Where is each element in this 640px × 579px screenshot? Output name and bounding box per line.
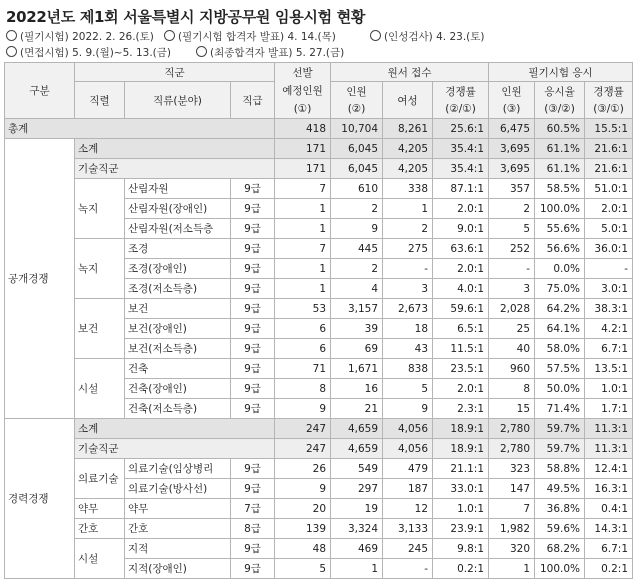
circle-bullet-icon — [196, 46, 207, 57]
total-label: 총계 — [5, 119, 275, 139]
cell-takers: 2,780 — [489, 419, 535, 439]
schedule-interview: (면접시험) 5. 9.(월)~5. 13.(금) — [6, 45, 171, 60]
cell-field: 의료기술(임상병리 — [125, 459, 231, 479]
cell-grade: 9급 — [231, 219, 275, 239]
cell-tcomp: 16.3:1 — [585, 479, 633, 499]
schedule-final-results: (최종합격자 발표) 5. 27.(금) — [196, 45, 344, 60]
cell-comp: 2.0:1 — [433, 199, 489, 219]
cell-tcomp: 21.6:1 — [585, 139, 633, 159]
cell-comp: 9.8:1 — [433, 539, 489, 559]
cell-grade: 9급 — [231, 299, 275, 319]
cell-applicants: 69 — [331, 339, 383, 359]
cell-women: 8,261 — [383, 119, 433, 139]
cell-tcomp: 13.5:1 — [585, 359, 633, 379]
cell-applicants: 16 — [331, 379, 383, 399]
cell-comp: 18.9:1 — [433, 419, 489, 439]
cell-quota: 6 — [275, 319, 331, 339]
header-w-comp-sub: (③/①) — [585, 100, 633, 119]
cell-women: 838 — [383, 359, 433, 379]
cell-women: 5 — [383, 379, 433, 399]
cell-series: 약무 — [75, 499, 125, 519]
header-jikgeup: 직급 — [231, 82, 275, 119]
cell-takers: 15 — [489, 399, 535, 419]
cell-women: 2,673 — [383, 299, 433, 319]
cell-applicants: 19 — [331, 499, 383, 519]
cell-grade: 7급 — [231, 499, 275, 519]
cell-takers: 960 — [489, 359, 535, 379]
cell-field: 건축(장애인) — [125, 379, 231, 399]
cell-grade: 9급 — [231, 359, 275, 379]
cell-comp: 18.9:1 — [433, 439, 489, 459]
cell-comp: 4.0:1 — [433, 279, 489, 299]
cell-rate: 64.1% — [535, 319, 585, 339]
cell-tcomp: 6.7:1 — [585, 339, 633, 359]
schedule-written-exam: (필기시험) 2022. 2. 26.(토) — [6, 29, 154, 44]
cell-tcomp: - — [585, 259, 633, 279]
cell-takers: 1 — [489, 559, 535, 579]
cell-quota: 1 — [275, 279, 331, 299]
cell-quota: 1 — [275, 259, 331, 279]
cell-comp: 35.4:1 — [433, 159, 489, 179]
cell-quota: 7 — [275, 239, 331, 259]
cell-applicants: 6,045 — [331, 139, 383, 159]
header-women: 여성 — [383, 82, 433, 119]
circle-bullet-icon — [370, 30, 381, 41]
cell-series: 녹지 — [75, 179, 125, 239]
cell-field: 의료기술(방사선) — [125, 479, 231, 499]
cell-grade: 9급 — [231, 199, 275, 219]
cell-tcomp: 11.3:1 — [585, 419, 633, 439]
cell-women: - — [383, 259, 433, 279]
cell-field: 조경(저소득층) — [125, 279, 231, 299]
cell-rate: 59.6% — [535, 519, 585, 539]
table-row — [5, 239, 633, 259]
header-quota-line1: 선발 — [275, 63, 331, 82]
cell-rate: 61.1% — [535, 139, 585, 159]
cell-quota: 8 — [275, 379, 331, 399]
cell-quota: 71 — [275, 359, 331, 379]
cell-grade: 9급 — [231, 319, 275, 339]
cell-quota: 48 — [275, 539, 331, 559]
cell-comp: 59.6:1 — [433, 299, 489, 319]
cell-quota: 1 — [275, 219, 331, 239]
cell-quota: 247 — [275, 419, 331, 439]
cell-applicants: 445 — [331, 239, 383, 259]
cell-rate: 60.5% — [535, 119, 585, 139]
circle-bullet-icon — [6, 30, 17, 41]
career-subtotal-label: 소계 — [75, 419, 275, 439]
cell-grade: 9급 — [231, 399, 275, 419]
header-quota-line2: 예정인원 — [275, 82, 331, 101]
cell-comp: 35.4:1 — [433, 139, 489, 159]
cell-quota: 26 — [275, 459, 331, 479]
cell-tcomp: 3.0:1 — [585, 279, 633, 299]
cell-takers: - — [489, 259, 535, 279]
cell-comp: 33.0:1 — [433, 479, 489, 499]
header-jikryeol: 직렬 — [75, 82, 125, 119]
open-group-row — [5, 159, 633, 179]
header-comp: 경쟁률 — [433, 82, 489, 101]
cell-field: 보건 — [125, 299, 231, 319]
cell-quota: 5 — [275, 559, 331, 579]
cell-comp: 11.5:1 — [433, 339, 489, 359]
cell-tcomp: 51.0:1 — [585, 179, 633, 199]
cell-takers: 1,982 — [489, 519, 535, 539]
cell-grade: 9급 — [231, 239, 275, 259]
cell-women: 2 — [383, 219, 433, 239]
cell-series: 간호 — [75, 519, 125, 539]
table-row — [5, 359, 633, 379]
table-row — [5, 519, 633, 539]
cell-tcomp: 4.2:1 — [585, 319, 633, 339]
cell-takers: 2,028 — [489, 299, 535, 319]
career-group-label: 기술직군 — [75, 439, 275, 459]
cell-women: 4,056 — [383, 419, 433, 439]
cell-quota: 7 — [275, 179, 331, 199]
cell-takers: 357 — [489, 179, 535, 199]
cell-takers: 320 — [489, 539, 535, 559]
cell-field: 산림자원(저소득층 — [125, 219, 231, 239]
cell-rate: 75.0% — [535, 279, 585, 299]
cell-comp: 25.6:1 — [433, 119, 489, 139]
cell-applicants: 469 — [331, 539, 383, 559]
cell-series: 의료기술 — [75, 459, 125, 499]
cell-rate: 50.0% — [535, 379, 585, 399]
cell-applicants: 10,704 — [331, 119, 383, 139]
career-group-row — [5, 439, 633, 459]
cell-takers: 3 — [489, 279, 535, 299]
cell-rate: 58.0% — [535, 339, 585, 359]
cell-tcomp: 2.0:1 — [585, 199, 633, 219]
table-row — [5, 539, 633, 559]
header-apply: 원서 접수 — [331, 63, 489, 82]
career-label: 경력경쟁 — [5, 419, 75, 579]
cell-women: 338 — [383, 179, 433, 199]
open-subtotal-row — [5, 139, 633, 159]
cell-comp: 2.0:1 — [433, 259, 489, 279]
cell-field: 지적(장애인) — [125, 559, 231, 579]
cell-women: 43 — [383, 339, 433, 359]
cell-applicants: 2 — [331, 259, 383, 279]
cell-rate: 57.5% — [535, 359, 585, 379]
cell-grade: 9급 — [231, 279, 275, 299]
table-row — [5, 499, 633, 519]
total-row — [5, 119, 633, 139]
cell-rate: 55.6% — [535, 219, 585, 239]
open-label: 공개경쟁 — [5, 139, 75, 419]
cell-field: 산림자원 — [125, 179, 231, 199]
cell-tcomp: 1.0:1 — [585, 379, 633, 399]
cell-rate: 56.6% — [535, 239, 585, 259]
cell-applicants: 549 — [331, 459, 383, 479]
table-body — [5, 119, 633, 579]
header-gubun: 구분 — [5, 63, 75, 119]
cell-tcomp: 15.5:1 — [585, 119, 633, 139]
cell-takers: 3,695 — [489, 139, 535, 159]
cell-takers: 147 — [489, 479, 535, 499]
cell-applicants: 6,045 — [331, 159, 383, 179]
cell-takers: 323 — [489, 459, 535, 479]
header-quota-line3: (①) — [275, 100, 331, 119]
cell-takers: 252 — [489, 239, 535, 259]
cell-quota: 171 — [275, 159, 331, 179]
cell-quota: 139 — [275, 519, 331, 539]
cell-women: 18 — [383, 319, 433, 339]
cell-series: 녹지 — [75, 239, 125, 299]
cell-rate: 68.2% — [535, 539, 585, 559]
cell-quota: 171 — [275, 139, 331, 159]
cell-comp: 87.1:1 — [433, 179, 489, 199]
open-subtotal-label: 소계 — [75, 139, 275, 159]
cell-applicants: 4,659 — [331, 439, 383, 459]
cell-applicants: 610 — [331, 179, 383, 199]
cell-rate: 0.0% — [535, 259, 585, 279]
cell-tcomp: 14.3:1 — [585, 519, 633, 539]
cell-applicants: 3,324 — [331, 519, 383, 539]
cell-applicants: 1,671 — [331, 359, 383, 379]
cell-applicants: 3,157 — [331, 299, 383, 319]
cell-women: 9 — [383, 399, 433, 419]
header-w-comp: 경쟁률 — [585, 82, 633, 101]
cell-tcomp: 0.2:1 — [585, 559, 633, 579]
header-jikryu: 직류(분야) — [125, 82, 231, 119]
cell-takers: 25 — [489, 319, 535, 339]
cell-women: 4,205 — [383, 159, 433, 179]
cell-rate: 49.5% — [535, 479, 585, 499]
circle-bullet-icon — [6, 46, 17, 57]
cell-applicants: 297 — [331, 479, 383, 499]
header-w-rate: 응시율 — [535, 82, 585, 101]
cell-women: 275 — [383, 239, 433, 259]
cell-grade: 9급 — [231, 539, 275, 559]
cell-takers: 5 — [489, 219, 535, 239]
cell-field: 보건(장애인) — [125, 319, 231, 339]
cell-grade: 9급 — [231, 379, 275, 399]
cell-rate: 59.7% — [535, 439, 585, 459]
header-written: 필기시험 응시 — [489, 63, 633, 82]
cell-rate: 58.8% — [535, 459, 585, 479]
cell-quota: 9 — [275, 399, 331, 419]
cell-applicants: 9 — [331, 219, 383, 239]
cell-field: 지적 — [125, 539, 231, 559]
cell-rate: 58.5% — [535, 179, 585, 199]
cell-grade: 9급 — [231, 339, 275, 359]
header-comp-sub: (②/①) — [433, 100, 489, 119]
career-subtotal-row — [5, 419, 633, 439]
cell-quota: 247 — [275, 439, 331, 459]
cell-applicants: 1 — [331, 559, 383, 579]
table-row — [5, 459, 633, 479]
table-row — [5, 299, 633, 319]
schedule-aptitude-test: (인성검사) 4. 23.(토) — [370, 29, 485, 44]
cell-applicants: 2 — [331, 199, 383, 219]
cell-comp: 9.0:1 — [433, 219, 489, 239]
cell-comp: 21.1:1 — [433, 459, 489, 479]
cell-field: 조경(장애인) — [125, 259, 231, 279]
cell-quota: 418 — [275, 119, 331, 139]
cell-grade: 9급 — [231, 459, 275, 479]
cell-grade: 9급 — [231, 559, 275, 579]
cell-comp: 63.6:1 — [433, 239, 489, 259]
cell-rate: 36.8% — [535, 499, 585, 519]
circle-bullet-icon — [164, 30, 175, 41]
cell-field: 보건(저소득층) — [125, 339, 231, 359]
cell-takers: 2 — [489, 199, 535, 219]
cell-takers: 2,780 — [489, 439, 535, 459]
cell-women: 187 — [383, 479, 433, 499]
cell-tcomp: 21.6:1 — [585, 159, 633, 179]
cell-applicants: 4,659 — [331, 419, 383, 439]
page-title: 2022년도 제1회 서울특별시 지방공무원 임용시험 현황 — [6, 8, 366, 26]
cell-grade: 9급 — [231, 259, 275, 279]
header-app-count: 인원 — [331, 82, 383, 101]
cell-women: 12 — [383, 499, 433, 519]
cell-series: 시설 — [75, 539, 125, 579]
cell-comp: 0.2:1 — [433, 559, 489, 579]
cell-women: 245 — [383, 539, 433, 559]
header-w-count-sub: (③) — [489, 100, 535, 119]
cell-tcomp: 11.3:1 — [585, 439, 633, 459]
cell-comp: 23.5:1 — [433, 359, 489, 379]
open-group-label: 기술직군 — [75, 159, 275, 179]
cell-tcomp: 0.4:1 — [585, 499, 633, 519]
cell-rate: 61.1% — [535, 159, 585, 179]
cell-tcomp: 5.0:1 — [585, 219, 633, 239]
header-app-count-sub: (②) — [331, 100, 383, 119]
cell-women: 4,056 — [383, 439, 433, 459]
header-w-rate-sub: (③/②) — [535, 100, 585, 119]
cell-women: 4,205 — [383, 139, 433, 159]
cell-grade: 9급 — [231, 179, 275, 199]
cell-women: 3 — [383, 279, 433, 299]
cell-rate: 59.7% — [535, 419, 585, 439]
cell-tcomp: 1.7:1 — [585, 399, 633, 419]
cell-field: 산림자원(장애인) — [125, 199, 231, 219]
cell-series: 시설 — [75, 359, 125, 419]
cell-series: 보건 — [75, 299, 125, 359]
cell-applicants: 4 — [331, 279, 383, 299]
cell-women: - — [383, 559, 433, 579]
cell-takers: 40 — [489, 339, 535, 359]
cell-quota: 53 — [275, 299, 331, 319]
cell-takers: 6,475 — [489, 119, 535, 139]
cell-quota: 9 — [275, 479, 331, 499]
cell-grade: 8급 — [231, 519, 275, 539]
cell-field: 약무 — [125, 499, 231, 519]
table-row — [5, 179, 633, 199]
cell-comp: 23.9:1 — [433, 519, 489, 539]
cell-women: 479 — [383, 459, 433, 479]
cell-comp: 2.3:1 — [433, 399, 489, 419]
cell-field: 건축(저소득층) — [125, 399, 231, 419]
cell-comp: 2.0:1 — [433, 379, 489, 399]
header-jikgun: 직군 — [75, 63, 275, 82]
cell-field: 간호 — [125, 519, 231, 539]
cell-rate: 100.0% — [535, 559, 585, 579]
cell-tcomp: 36.0:1 — [585, 239, 633, 259]
table-header — [5, 63, 633, 119]
cell-takers: 8 — [489, 379, 535, 399]
cell-quota: 20 — [275, 499, 331, 519]
cell-comp: 6.5:1 — [433, 319, 489, 339]
cell-tcomp: 38.3:1 — [585, 299, 633, 319]
cell-applicants: 21 — [331, 399, 383, 419]
cell-applicants: 39 — [331, 319, 383, 339]
cell-field: 조경 — [125, 239, 231, 259]
cell-rate: 71.4% — [535, 399, 585, 419]
cell-rate: 64.2% — [535, 299, 585, 319]
schedule-written-results: (필기시험 합격자 발표) 4. 14.(목) — [164, 29, 336, 44]
cell-quota: 1 — [275, 199, 331, 219]
cell-tcomp: 6.7:1 — [585, 539, 633, 559]
cell-field: 건축 — [125, 359, 231, 379]
exam-status-table — [4, 62, 633, 579]
header-w-count: 인원 — [489, 82, 535, 101]
cell-takers: 7 — [489, 499, 535, 519]
cell-women: 1 — [383, 199, 433, 219]
cell-comp: 1.0:1 — [433, 499, 489, 519]
cell-rate: 100.0% — [535, 199, 585, 219]
cell-women: 3,133 — [383, 519, 433, 539]
cell-grade: 9급 — [231, 479, 275, 499]
cell-quota: 6 — [275, 339, 331, 359]
cell-tcomp: 12.4:1 — [585, 459, 633, 479]
cell-takers: 3,695 — [489, 159, 535, 179]
